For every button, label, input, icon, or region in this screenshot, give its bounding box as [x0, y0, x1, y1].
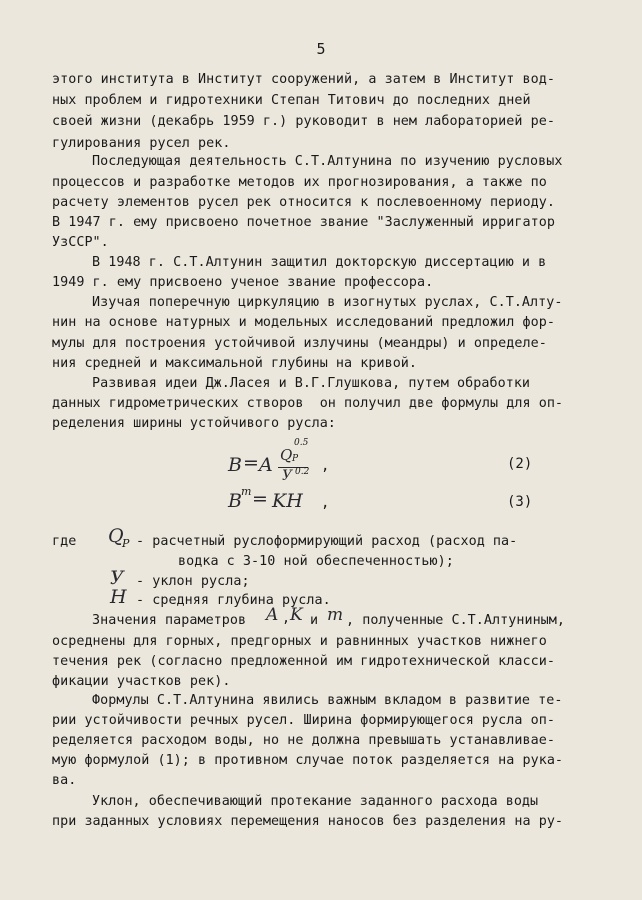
formula-comma: ,: [321, 458, 330, 474]
text-line: мулы для построения устойчивой излучины (меандры) и определе-: [52, 336, 547, 351]
text-line: рии устойчивости речных русел. Ширина формирующегося русла оп-: [52, 713, 555, 728]
text-line: гулирования русел рек.: [52, 136, 231, 151]
text-line: данных гидрометрических створов он получил две формулы для оп-: [52, 396, 564, 411]
text-line: В 1947 г. ему присвоено почетное звание "Заслуженный ирригатор: [52, 215, 555, 230]
text-line: фикации участков рек).: [52, 674, 231, 689]
formula-rhs: KH: [272, 490, 303, 512]
text-line: ных проблем и гидротехники Степан Титович до последних дней: [52, 93, 531, 108]
formula-numerator: Q: [280, 446, 293, 464]
where-def: - уклон русла;: [136, 574, 250, 589]
text-and: и: [310, 613, 319, 628]
formula-lhs: B: [228, 454, 242, 476]
text-line: ва.: [52, 773, 77, 788]
where-symbol-q-sub: P: [122, 537, 130, 550]
formula-numerator-exp: 0.5: [294, 438, 309, 448]
text-line: Уклон, обеспечивающий протекание заданного расхода воды: [92, 794, 539, 809]
param-m: m: [327, 605, 344, 625]
text-line: ределяется расходом воды, но не должна превышать устанавливае-: [52, 733, 555, 748]
text-line: Последующая деятельность С.Т.Алтунина по изучению русловых: [92, 154, 563, 169]
text-line: нин на основе натурных и модельных исследований предложил фор-: [52, 315, 555, 330]
where-symbol-q: Q: [108, 525, 124, 547]
where-def: водка с 3-10 ной обеспеченностью);: [178, 554, 454, 569]
text-line: Значения параметров: [92, 613, 247, 628]
text-line: ределения ширины устойчивого русла:: [52, 416, 336, 431]
formula-2: [228, 438, 348, 490]
text-line: процессов и разработке методов их прогнозирования, а также по: [52, 175, 547, 190]
text-line: расчету элементов русел рек относится к послевоенному периоду.: [52, 195, 555, 210]
where-def: - расчетный руслоформирующий расход (расход па-: [136, 534, 518, 549]
formula-3: [228, 486, 348, 516]
formula-comma: ,: [321, 495, 330, 511]
formula-lhs: B: [228, 490, 242, 512]
page-number: 5: [316, 40, 326, 58]
formula-lhs-exp: m: [241, 485, 252, 498]
text-line: этого института в Институт сооружений, а затем в Институт вод-: [52, 72, 555, 87]
formula-numerator-sub: P: [292, 454, 299, 464]
text-line: , полученные С.Т.Алтуниным,: [346, 613, 566, 628]
text-line: осреднены для горных, предгорных и равнинных участков нижнего: [52, 634, 547, 649]
text-line: УзССР".: [52, 235, 109, 250]
formula-denominator: У: [282, 468, 293, 484]
param-k: K: [290, 605, 303, 625]
text-line: В 1948 г. С.Т.Алтунин защитил докторскую диссертацию и в: [92, 255, 547, 270]
equation-number-2: (2): [507, 456, 533, 472]
document-page: 5 этого института в Институт сооружений, а затем в Институт вод- ных проблем и гидротехники Степан Титович до последних дней своей жизни (декабрь 1959 г.) руководит в нем лабораторией ре- гулирования русел рек. Последующая деятельность С.Т.Алтунина по изучению русловых процессов и разработке методов их прогнозирования, а также по расчету элементов русел рек относится к послевоенному периоду. В 1947 г. ему присвоено почетное звание "Заслуженный ирригатор УзССР". В 1948 г. С.Т.Алтунин защитил докторскую диссертацию и в 1949 г. ему присвоено ученое звание профессора. Изучая поперечную циркуляцию в изогнутых руслах, С.Т.Алту- нин на основе натурных и модельных исследований предложил фор- мулы для построения устойчивой излучины (меандры) и определе- ния средней и максимальной глубины на кривой. Развивая идеи Дж.Ласея и В.Г.Глушкова, путем обработки данных гидрометрических створов он получил две формулы для оп- ределения ширины устойчивого русла: B = A Q P 0.5 У 0.2 , (2) B m = KH , (3) где Q P - расчетный руслоформирующий расход (расход па- водка с 3-10 ной обеспеченностью); У - уклон русла; H - средняя глубина русла. Значения параметров A , K и m , полученные С.Т.Алтуниным, осреднены для горных, предгорных и равнинных участков нижнего течения рек (согласно предложенной им гидротехнической класси- фикации участков рек). Формулы С.Т.Алтунина явились важным вкладом в развитие те- рии устойчивости речных русел. Ширина формирующегося русла оп- ределяется расходом воды, но не должна превышать устанавливае- мую формулой (1); в противном случае поток разделяется на рука- ва. Уклон, обеспечивающий протекание заданного расхода воды при заданных условиях перемещения наносов без разделения на ру-: [0, 0, 642, 900]
text-line: мую формулой (1); в противном случае поток разделяется на рука-: [52, 753, 564, 768]
text-line: Изучая поперечную циркуляцию в изогнутых руслах, С.Т.Алту-: [92, 295, 563, 310]
text-line: ния средней и максимальной глубины на кривой.: [52, 356, 418, 371]
text-line: течения рек (согласно предложенной им гидротехнической класси-: [52, 654, 555, 669]
where-symbol-h: H: [110, 586, 127, 608]
where-def: - средняя глубина русла.: [136, 593, 331, 608]
text-line: Формулы С.Т.Алтунина явились важным вкладом в развитие те-: [92, 693, 563, 708]
text-line: при заданных условиях перемещения наносов без разделения на ру-: [52, 814, 564, 829]
formula-denominator-exp: 0.2: [295, 467, 310, 477]
equation-number-3: (3): [507, 494, 533, 510]
where-word: где: [52, 534, 77, 549]
text-line: своей жизни (декабрь 1959 г.) руководит в нем лабораторией ре-: [52, 114, 555, 129]
formula-equals: =: [243, 452, 259, 474]
formula-equals: =: [252, 488, 268, 510]
param-a: A: [266, 605, 279, 625]
text-line: 1949 г. ему присвоено ученое звание профессора.: [52, 275, 434, 290]
formula-coef: A: [259, 454, 273, 476]
text-line: Развивая идеи Дж.Ласея и В.Г.Глушкова, путем обработки: [92, 376, 531, 391]
where-symbol-u: У: [110, 567, 124, 589]
